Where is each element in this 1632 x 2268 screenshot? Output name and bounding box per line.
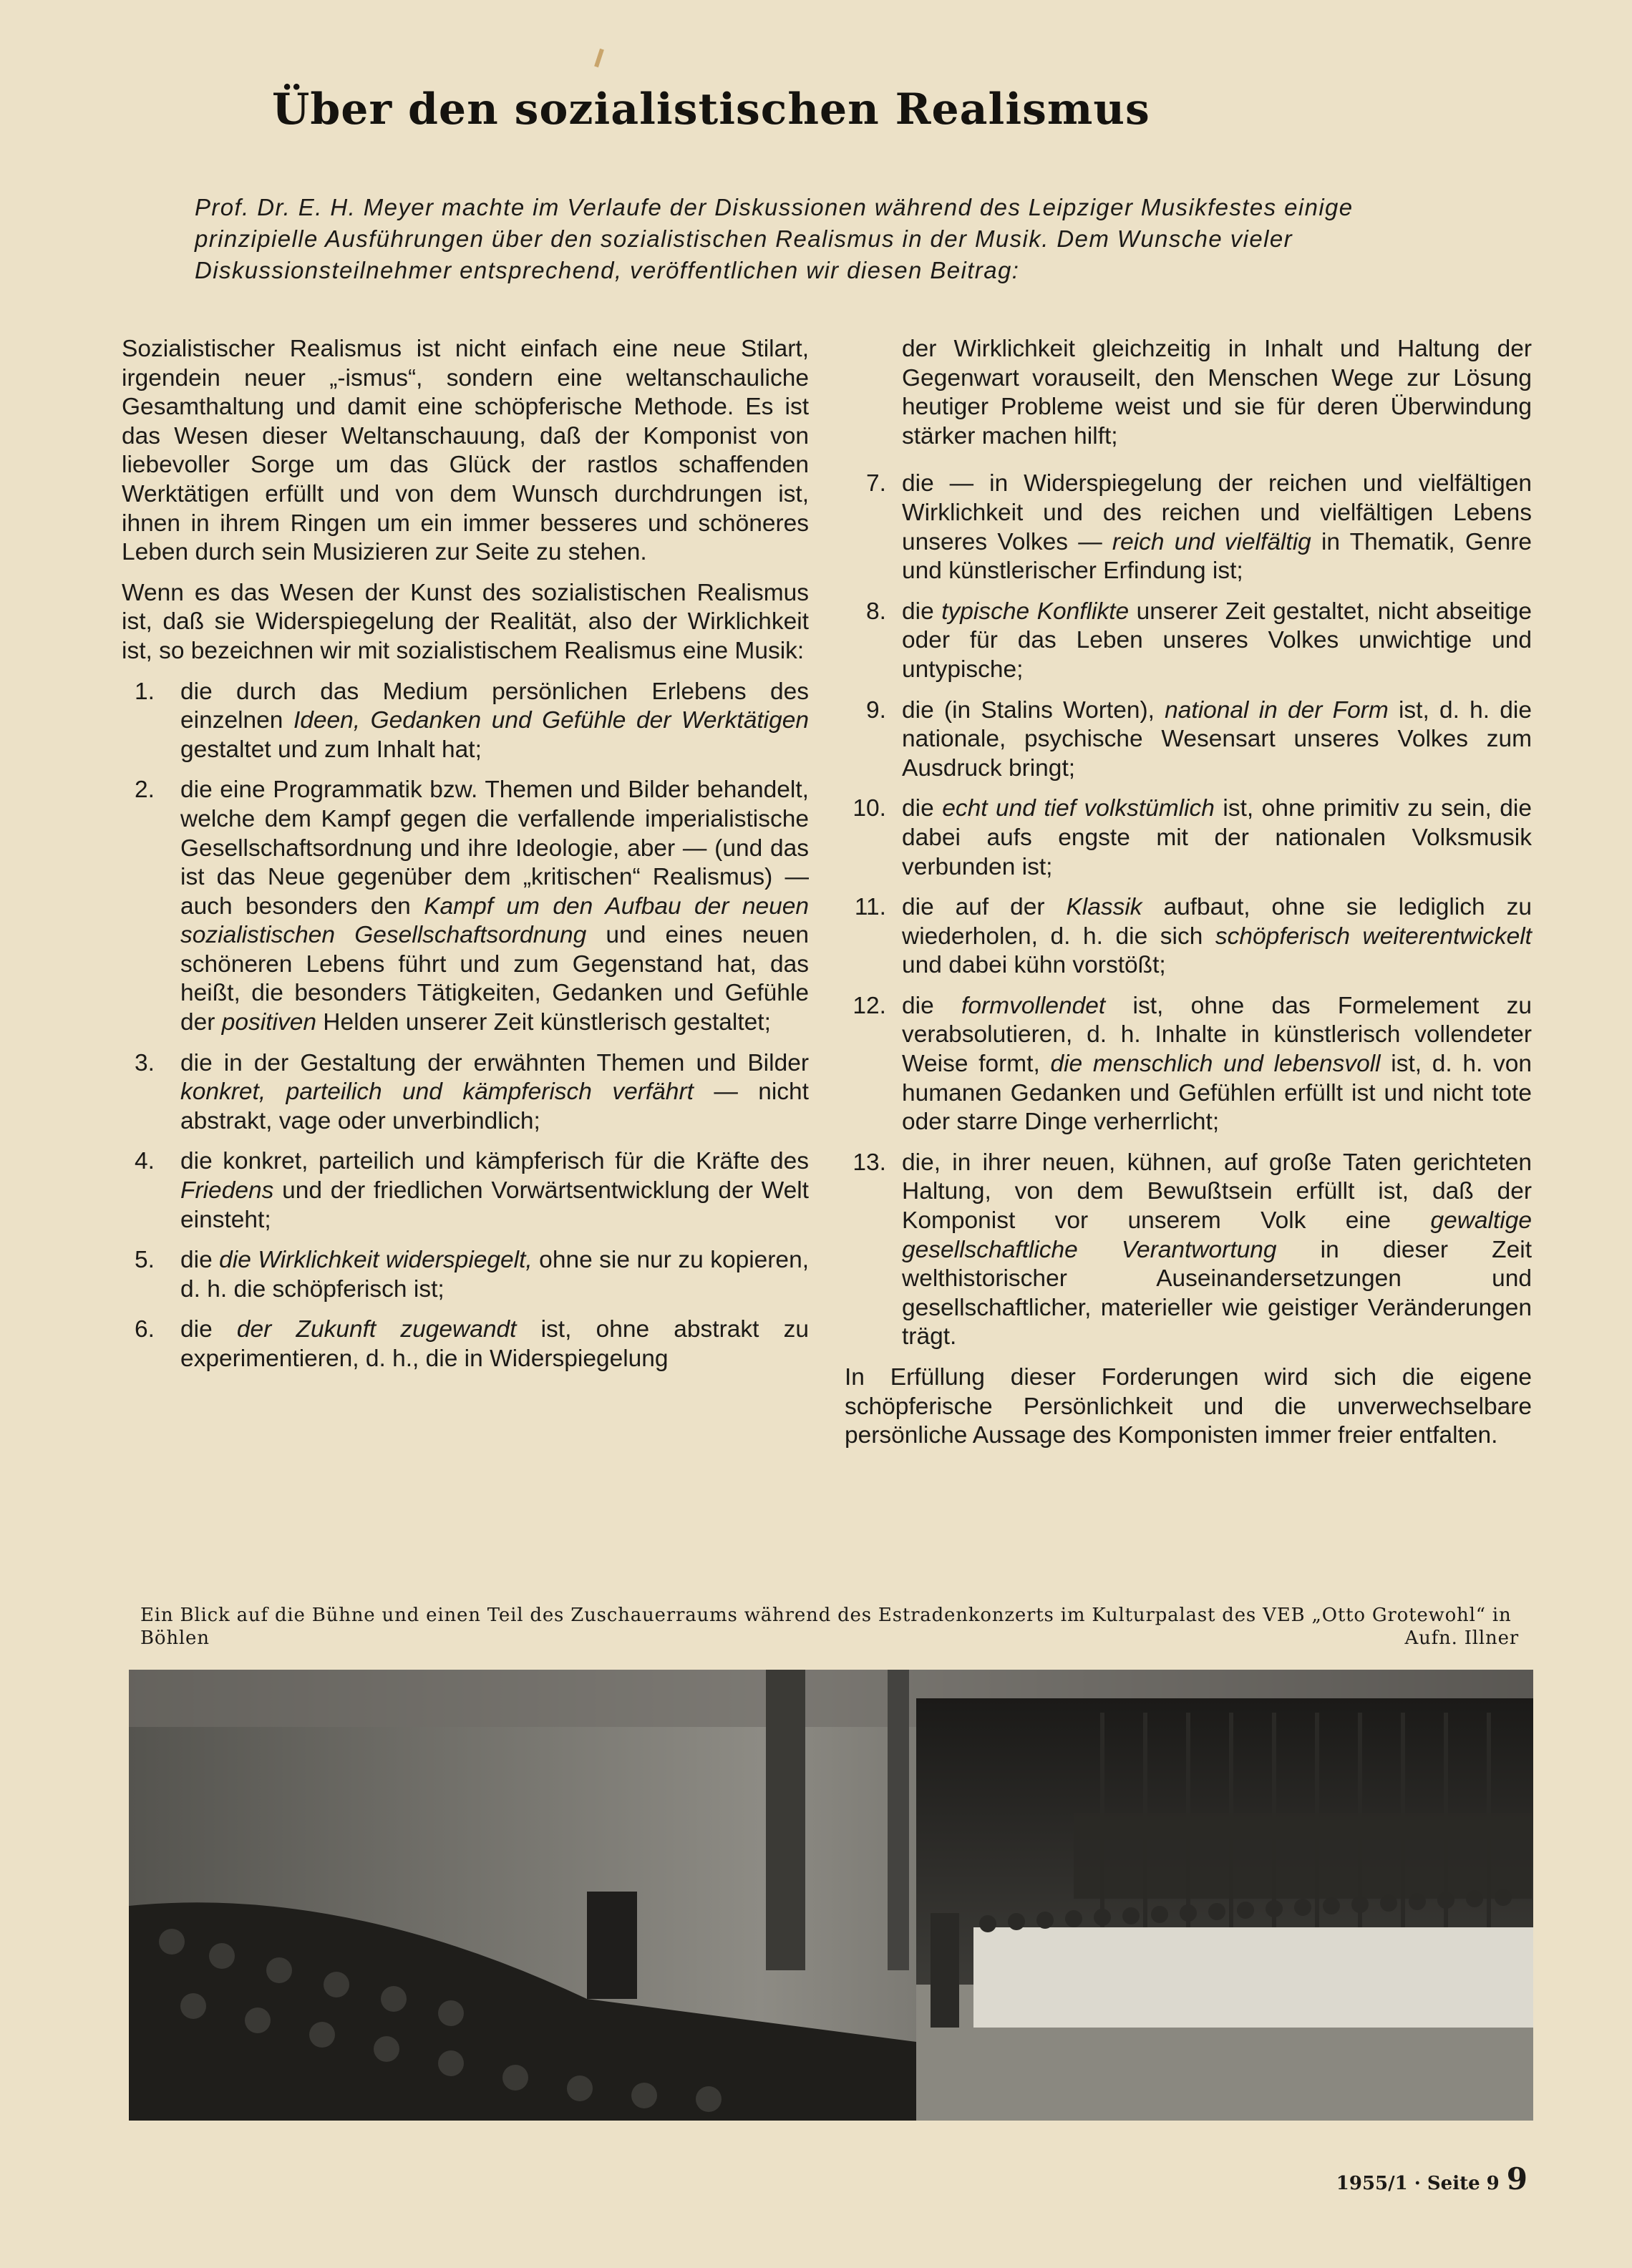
item-text: die, in ihrer neuen, kühnen, auf große Taten gerichteten Haltung, von dem Bewußtsein erfüllt ist, daß der Komponist vor unserem Volk eine [902, 1149, 1532, 1235]
photo-caption [140, 1604, 1522, 1650]
emphasis-text: die Wirklichkeit widerspiegelt, [219, 1247, 533, 1274]
item-text: die [902, 795, 943, 822]
emphasis-text: national in der Form [1165, 696, 1389, 724]
item-number: 10. [853, 795, 886, 822]
item-text: die eine Programmatik bzw. Themen und Bilder behandelt, welche dem Kampf gegen die verfallende imperialistische Gesellschaftsordnung und ihre Ideologie, aber — (und das ist das Neue gegenüber dem „kritischen“ Realismus) — auch besonders den [180, 777, 809, 920]
item-text: die — in Widerspiegelung der reichen und vielfältigen Wirklichkeit und des reichen und vielfältigen Lebens unseres Volkes — [902, 470, 1532, 555]
item-number: 3. [135, 1049, 155, 1076]
item-text: ohne sie nur zu kopieren, d. h. die schöpferisch ist; [180, 1247, 810, 1303]
issue-and-page: 1955/1 · Seite 9 [1336, 2173, 1500, 2194]
item-text: unserer Zeit gestaltet, nicht abseitige oder für das Leben unseres Volkes unwichtige und untypische; [902, 598, 1532, 683]
item-text: Helden unserer Zeit künstlerisch gestaltet; [316, 1009, 771, 1036]
emphasis-text: gewaltige gesellschaftliche Verantwortung [902, 1207, 1532, 1263]
article-intro: Prof. Dr. E. H. Meyer machte im Verlaufe der Diskussionen während des Leipziger Musikfestes einige prinzipielle Ausführungen über den sozialistischen Realismus in der Musik. Dem Wunsche vieler Diskussionsteilnehmer entsprechend, veröffentlichen wir diesen Beitrag: [195, 194, 1354, 283]
item-text: die [180, 1247, 220, 1274]
item-text: die konkret, parteilich und kämpferisch für die Kräfte des [180, 1148, 809, 1175]
concert-photo [129, 1670, 1533, 2121]
ink-mark [594, 49, 604, 68]
item-number: 13. [853, 1149, 886, 1176]
item-text: ist, d. h. die nationale, psychische Wesensart unseres Volkes zum Ausdruck bringt; [902, 696, 1533, 782]
article-title: Über den sozialistischen Realismus [272, 84, 1150, 135]
item-text: gestaltet und zum Inhalt hat; [180, 736, 482, 763]
emphasis-text: Ideen, Gedanken und Gefühle der Werktätigen [293, 707, 809, 734]
right-column [845, 335, 1532, 1462]
emphasis-text: konkret, parteilich und kämpferisch verfährt [180, 1079, 694, 1106]
page-footer [1336, 2161, 1527, 2196]
emphasis-text: Kampf um den Aufbau der neuen sozialistischen Gesellschaftsordnung [180, 892, 809, 949]
criterion-item [845, 992, 1532, 1137]
item-number: 7. [866, 470, 886, 497]
item-number: 6. [135, 1316, 155, 1343]
item-text: die durch das Medium persönlichen Erlebens des einzelnen [180, 678, 809, 734]
item-number: 12. [853, 992, 886, 1019]
paragraph: Sozialistischer Realismus ist nicht einfach eine neue Stilart, irgendein neuer „-ismus“, sondern eine weltanschauliche Gesamthaltung und damit eine schöpferische Methode. Es ist das Wesen dieser Weltanschauung, daß der Komponist von liebevoller Sorge um das Glück der rastlos schaffenden Werktätigen erfüllt und von dem Wunsch durchdrungen ist, ihnen in ihrem Ringen um ein immer besseres und schöneres Leben durch sein Musizieren zur Seite zu stehen. [122, 336, 809, 566]
item-text: — nicht abstrakt, vage oder unverbindlich; [180, 1079, 809, 1134]
item-text: die [180, 1316, 237, 1343]
criterion-item [845, 1149, 1532, 1352]
criterion-item [122, 1246, 809, 1304]
criterion-item [122, 1049, 809, 1137]
item-text: ist, ohne abstrakt zu experimentieren, d. h., die in Widerspiegelung [180, 1316, 810, 1372]
item-text: ist, ohne das Formelement zu verabsolutieren, d. h. Inhalte in künstlerisch vollendeter Weise formt, [902, 992, 1532, 1078]
left-column [122, 335, 809, 1386]
criterion-item [122, 1147, 809, 1235]
item-text: aufbaut, ohne sie lediglich zu wiederholen, d. h. die sich [902, 894, 1532, 950]
item-text: die [902, 992, 962, 1019]
page-number: 9 [1506, 2161, 1527, 2196]
emphasis-text: schöpferisch weiterentwickelt [1215, 923, 1532, 950]
criteria-list [122, 678, 809, 1374]
item-number: 9. [866, 696, 886, 724]
emphasis-text: der Zukunft zugewandt [236, 1316, 517, 1343]
item-text: die in der Gestaltung der erwähnten Themen und Bilder [180, 1049, 809, 1076]
item-number: 2. [135, 777, 155, 804]
item-text: und dabei kühn vorstößt; [902, 952, 1166, 979]
continued-text: der Wirklichkeit gleichzeitig in Inhalt und Haltung der Gegenwart vorauseilt, den Menschen Wege zur Lösung heutiger Probleme weist und sie für deren Überwindung stärker machen hilft; [902, 336, 1532, 449]
item-text: die (in Stalins Worten), [902, 696, 1165, 724]
closing-paragraph: In Erfüllung dieser Forderungen wird sich die eigene schöpferische Persönlichkeit und die unverwechselbare persönliche Aussage des Komponisten immer freier entfalten. [845, 1364, 1532, 1449]
item-text: in dieser Zeit welthistorischer Auseinandersetzungen und gesellschaftlicher, materieller wie geistiger Veränderungen trägt. [902, 1236, 1532, 1350]
item-text: und der friedlichen Vorwärtsentwicklung der Welt einsteht; [180, 1177, 809, 1233]
item-text: ist, ohne primitiv zu sein, die dabei aufs engste mit der nationalen Volksmusik verbunden ist; [902, 795, 1533, 880]
criterion-item [122, 678, 809, 765]
emphasis-text: echt und tief volkstümlich [942, 795, 1215, 822]
emphasis-text: formvollendet [961, 992, 1106, 1019]
item-text: und eines neuen schöneren Lebens führt und zum Gegenstand hat, das heißt, die besonders Tätigkeiten, Gedanken und Gefühle der [180, 922, 809, 1036]
emphasis-text: Friedens [180, 1177, 274, 1204]
criterion-item [845, 696, 1532, 784]
emphasis-text: typische Konflikte [941, 598, 1130, 625]
item-text: die auf der [902, 894, 1067, 921]
emphasis-text: reich und vielfältig [1112, 528, 1311, 555]
item-text: ist, d. h. von humanen Gedanken und Gefühlen erfüllt ist und nicht tote oder starre Dinge verherrlicht; [902, 1051, 1532, 1136]
criteria-list [845, 469, 1532, 1352]
criterion-item [845, 598, 1532, 685]
concert-hall-image [129, 1670, 1533, 2121]
emphasis-text: positiven [221, 1009, 316, 1036]
caption-text: Ein Blick auf die Bühne und einen Teil des Zuschauerraums während des Estradenkonzerts im Kulturpalast des VEB „Otto Grotewohl“ in Böhlen [140, 1605, 1512, 1649]
item-number: 8. [866, 598, 886, 625]
criterion-item [122, 1315, 809, 1373]
criterion-item [122, 776, 809, 1037]
paragraph: Wenn es das Wesen der Kunst des sozialistischen Realismus ist, daß sie Widerspiegelung der Realität, also der Wirklichkeit ist, so bezeichnen wir mit sozialistischem Realismus eine Musik: [122, 579, 809, 664]
item-number: 5. [135, 1247, 155, 1274]
item-number: 1. [135, 678, 155, 705]
emphasis-text: Klassik [1066, 894, 1142, 921]
item-text: in Thematik, Genre und künstlerischer Erfindung ist; [902, 528, 1532, 585]
item-text: die [902, 598, 942, 625]
item-number: 4. [135, 1148, 155, 1175]
criterion-item [845, 469, 1532, 585]
photo-credit: Aufn. Illner [1404, 1627, 1519, 1649]
criterion-item [845, 794, 1532, 882]
emphasis-text: die menschlich und lebensvoll [1050, 1051, 1381, 1078]
item-number: 11. [854, 894, 886, 921]
criterion-item [845, 893, 1532, 980]
